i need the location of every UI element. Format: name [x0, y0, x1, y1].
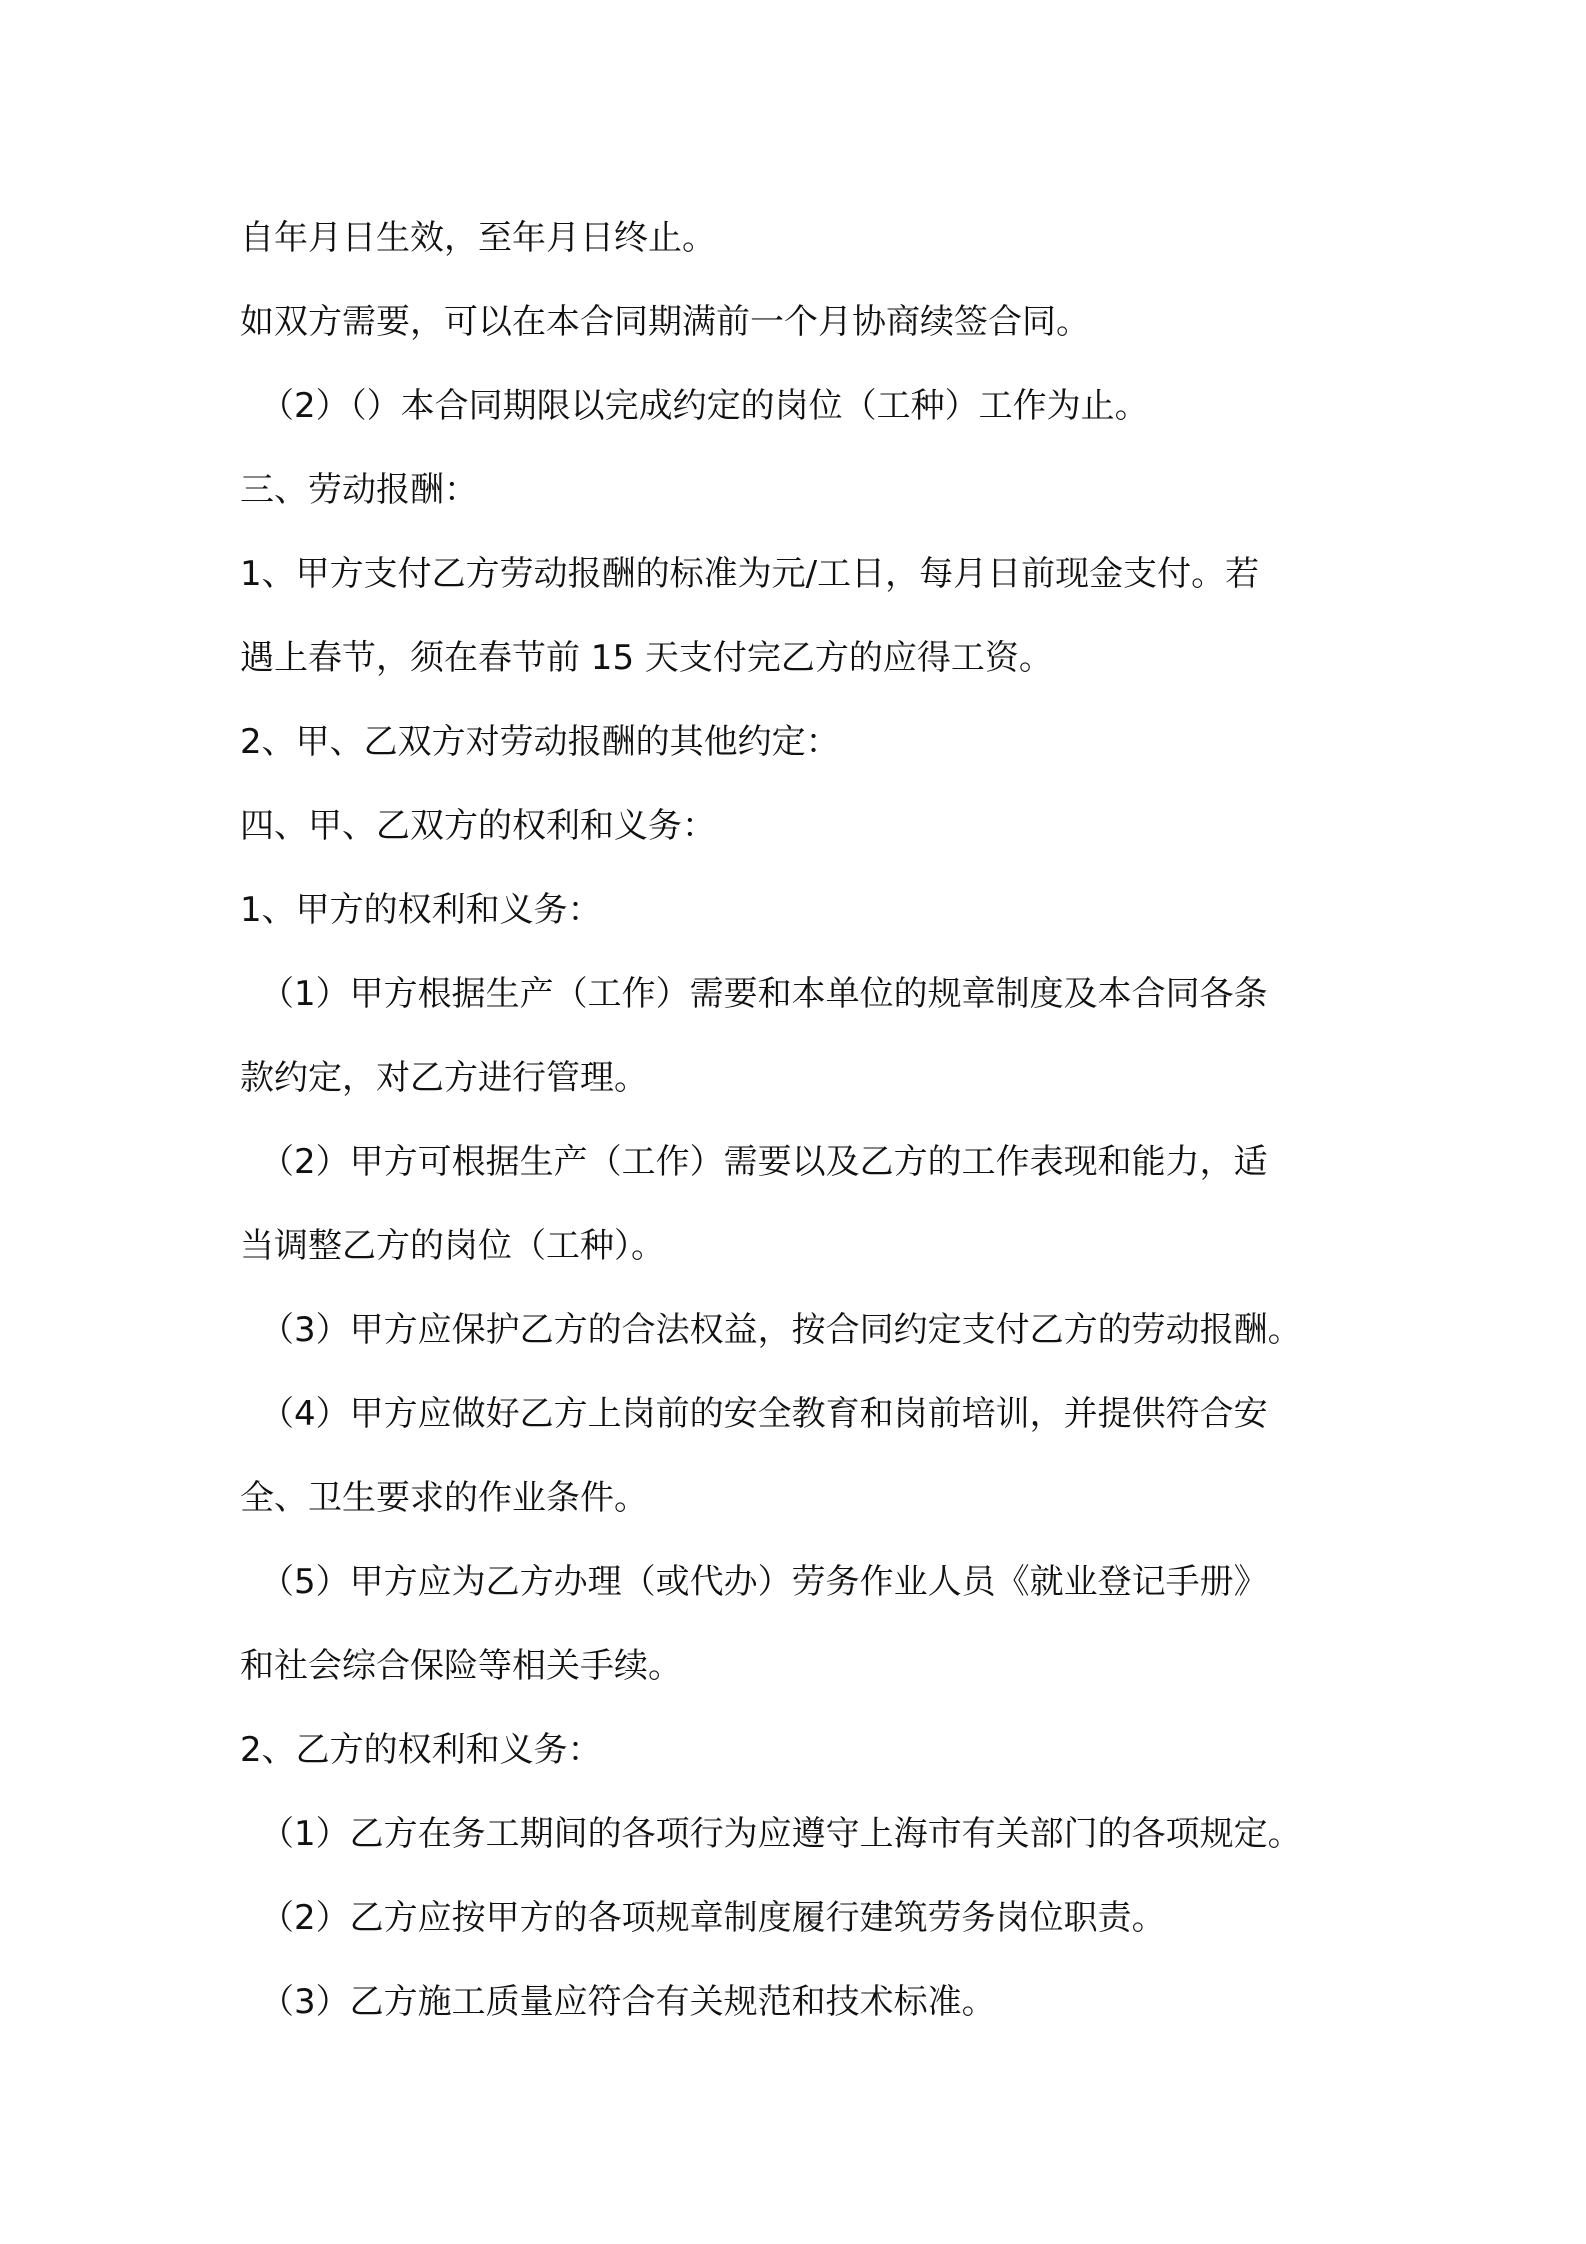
clause-b3: （3）乙方施工质量应符合有关规范和技术标准。	[260, 1982, 996, 2022]
subsection-heading-party-b: 2、乙方的权利和义务：	[240, 1730, 602, 1770]
text-line-effective-dates: 自年月日生效，至年月日终止。	[240, 218, 716, 258]
text-line-renewal: 如双方需要，可以在本合同期满前一个月协商续签合同。	[240, 302, 1090, 342]
clause-a2-cont: 当调整乙方的岗位（工种）。	[240, 1226, 665, 1266]
clause-a5: （5）甲方应为乙方办理（或代办）劳务作业人员《就业登记手册》	[260, 1562, 1268, 1602]
subsection-heading-party-a: 1、甲方的权利和义务：	[240, 890, 602, 930]
clause-a1: （1）甲方根据生产（工作）需要和本单位的规章制度及本合同各条	[260, 974, 1268, 1014]
clause-a4-cont: 全、卫生要求的作业条件。	[240, 1478, 648, 1518]
section-heading-remuneration: 三、劳动报酬：	[240, 470, 478, 510]
clause-a1-cont: 款约定，对乙方进行管理。	[240, 1058, 648, 1098]
clause-a4: （4）甲方应做好乙方上岗前的安全教育和岗前培训，并提供符合安	[260, 1394, 1268, 1434]
document-body	[240, 196, 1360, 2044]
clause-a5-cont: 和社会综合保险等相关手续。	[240, 1646, 682, 1686]
text-line-pay-standard: 1、甲方支付乙方劳动报酬的标准为元/工日，每月日前现金支付。若	[240, 554, 1260, 594]
text-line-term-by-task: （2）（）本合同期限以完成约定的岗位（工种）工作为止。	[260, 386, 1149, 426]
clause-b2: （2）乙方应按甲方的各项规章制度履行建筑劳务岗位职责。	[260, 1898, 1166, 1938]
clause-a3: （3）甲方应保护乙方的合法权益，按合同约定支付乙方的劳动报酬。	[260, 1310, 1302, 1350]
text-line-other-pay-terms: 2、甲、乙双方对劳动报酬的其他约定：	[240, 722, 840, 762]
section-heading-rights-duties: 四、甲、乙双方的权利和义务：	[240, 806, 716, 846]
text-line-pay-standard-cont: 遇上春节，须在春节前 15 天支付完乙方的应得工资。	[240, 638, 1053, 678]
clause-a2: （2）甲方可根据生产（工作）需要以及乙方的工作表现和能力，适	[260, 1142, 1268, 1182]
clause-b1: （1）乙方在务工期间的各项行为应遵守上海市有关部门的各项规定。	[260, 1814, 1302, 1854]
